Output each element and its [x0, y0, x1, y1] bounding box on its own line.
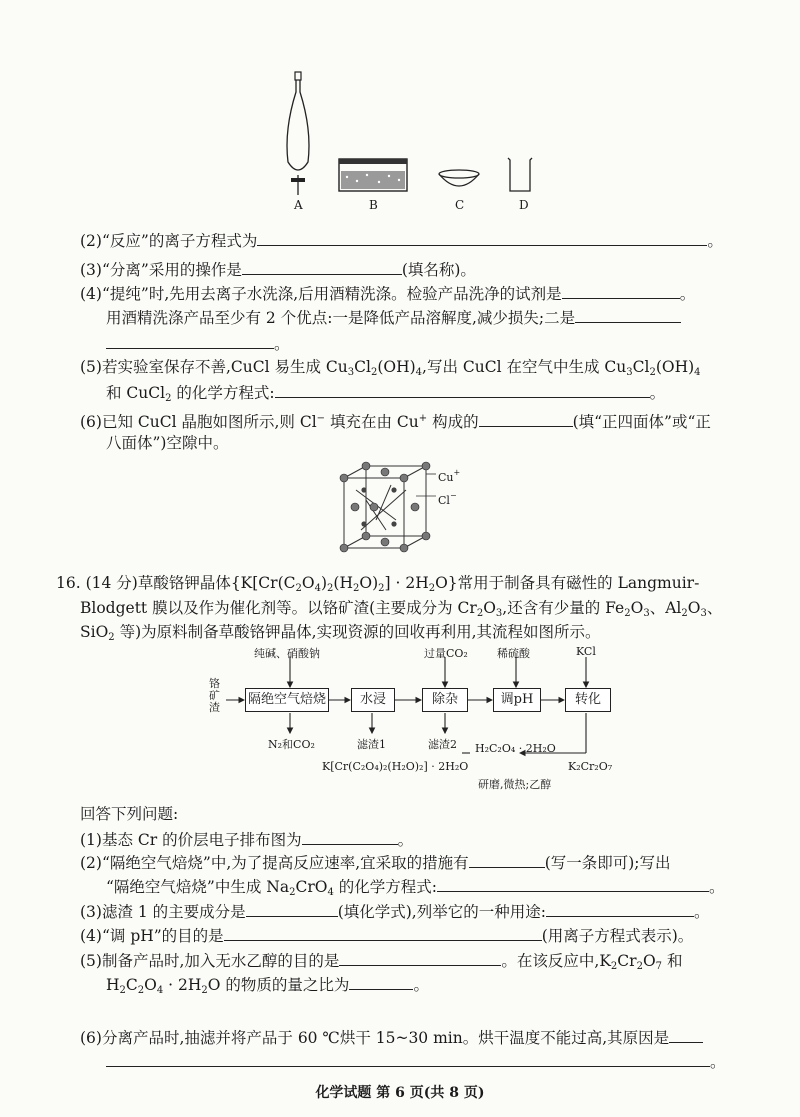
- q16-sub-3: (3)滤渣 1 的主要成分是 (填化学式),列举它的一种用途: 。: [80, 900, 709, 923]
- answer-blank[interactable]: [339, 949, 501, 966]
- flow-input-soda: 纯碱、硝酸钠: [254, 647, 320, 660]
- answer-blank[interactable]: [575, 306, 681, 323]
- answer-blank[interactable]: [546, 900, 694, 917]
- answer-blank[interactable]: [224, 924, 542, 941]
- q15-item-4: (4)“提纯”时,先用去离子水洗涤,后用酒精洗涤。检验产品洗净的试剂是 。: [80, 282, 695, 305]
- answer-blank[interactable]: [106, 1050, 710, 1067]
- flow-output-residue-2: 滤渣2: [428, 738, 457, 751]
- q16-sub-1: (1)基态 Cr 的价层电子排布图为 。: [80, 828, 413, 851]
- beaker-icon: [505, 155, 535, 195]
- q15-item-2: (2)“反应”的离子方程式为 。: [80, 229, 723, 252]
- answer-blank[interactable]: [469, 851, 545, 868]
- apparatus-label-b: B: [369, 198, 378, 212]
- answer-blank[interactable]: [479, 410, 573, 427]
- q15-item-6: (6)已知 CuCl 晶胞如图所示,则 Cl− 填充在由 Cu+ 构成的 (填“正四面体”或“正: [80, 408, 711, 433]
- flow-input-co2: 过量CO₂: [424, 647, 468, 660]
- flow-product: K[Cr(C₂O₄)₂(H₂O)₂] · 2H₂O: [322, 760, 469, 773]
- q15-item-6-line2: 八面体”)空隙中。: [106, 434, 229, 452]
- answer-blank[interactable]: [562, 282, 680, 299]
- answer-blank[interactable]: [275, 381, 650, 398]
- flow-feed-label: 铬矿渣: [209, 677, 220, 714]
- apparatus-label-d: D: [519, 198, 529, 212]
- cu-ion-label: Cu+: [438, 468, 461, 484]
- flow-reagent-bottom: 研磨,微热;乙醇: [478, 778, 552, 791]
- q15-item-5: (5)若实验室保存不善,CuCl 易生成 $Cu_3Cl_2(OH)_4$,写出 CuCl 在空气中生成 $Cu_3Cl_2(OH)_4$: [80, 358, 701, 378]
- water-bath-tray-icon: [337, 155, 409, 195]
- cl-ion-label: Cl−: [438, 491, 457, 507]
- answer-blank[interactable]: [302, 828, 398, 845]
- q16-sub-5-line2: $H_2C_2O_4 \cdot 2H_2O$ 的物质的量之比为 。: [106, 973, 429, 1002]
- separatory-funnel-icon: [278, 70, 318, 200]
- apparatus-label-a: A: [294, 198, 303, 212]
- apparatus-label-c: C: [455, 198, 465, 212]
- answer-blank[interactable]: [106, 332, 274, 349]
- flow-input-kcl: KCl: [576, 645, 596, 658]
- answer-blank[interactable]: [349, 973, 413, 990]
- q15-item-3: (3)“分离”采用的操作是 (填名称)。: [80, 258, 476, 281]
- q15-item-4-line2: 用酒精洗涤产品至少有 2 个优点:一是降低产品溶解度,减少损失;二是: [106, 306, 681, 329]
- flow-box-water-leach: 水浸: [351, 688, 395, 712]
- q15-item-4-line3: 。: [106, 332, 290, 355]
- flow-box-purify: 除杂: [422, 688, 468, 712]
- q16-intro: 回答下列问题:: [80, 805, 179, 823]
- flow-k2cr2o7: K₂Cr₂O₇: [568, 760, 613, 773]
- flow-box-roasting: 隔绝空气焙烧: [245, 688, 329, 712]
- q16-header-line3: SiO$_2$ 等)为原料制备草酸铬钾晶体,实现资源的回收再利用,其流程如图所示。: [80, 623, 601, 643]
- flow-box-convert: 转化: [565, 688, 611, 712]
- q16-sub-4: (4)“调 pH”的目的是 (用离子方程式表示)。: [80, 924, 693, 947]
- answer-blank[interactable]: [437, 875, 709, 892]
- flow-output-gases: N₂和CO₂: [268, 738, 315, 751]
- answer-blank[interactable]: [669, 1026, 703, 1043]
- answer-blank[interactable]: [242, 258, 402, 275]
- flow-output-residue-1: 滤渣1: [357, 738, 386, 751]
- answer-blank[interactable]: [257, 229, 707, 246]
- flow-reagent-top: H₂C₂O₄ · 2H₂O: [475, 742, 556, 755]
- q16-sub-6-line2: 。: [106, 1050, 726, 1073]
- evaporating-dish-icon: [437, 168, 481, 194]
- q16-sub-2-line2: “隔绝空气焙烧”中生成 $Na_2CrO_4$ 的化学方程式: 。: [106, 875, 725, 904]
- q16-header-line2: Blodgett 膜以及作为催化剂等。以铬矿渣(主要成分为 $Cr_2O_3$,还含有少量的 $Fe_2O_3$、$Al_2O_3$、: [80, 599, 723, 619]
- q16-sub-2: (2)“隔绝空气焙烧”中,为了提高反应速率,宜采取的措施有 (写一条即可);写出: [80, 851, 671, 874]
- q16-header: 16. (14 分)草酸铬钾晶体$\{K[Cr(C_2O_4)_2(H_2O)_2] \cdot 2H_2O\}$常用于制备具有磁性的 Langmuir-: [56, 574, 700, 594]
- q16-sub-6: (6)分离产品时,抽滤并将产品于 60 ℃烘干 15~30 min。烘干温度不能过高,其原因是: [80, 1026, 703, 1049]
- q15-item-5-line2: 和 CuCl$_2$ 的化学方程式: 。: [106, 381, 665, 410]
- answer-blank[interactable]: [246, 900, 338, 917]
- q16-sub-5: (5)制备产品时,加入无水乙醇的目的是 。在该反应中$,K_2Cr_2O_7$ 和: [80, 949, 682, 978]
- flow-input-acid: 稀硫酸: [497, 647, 530, 660]
- page-footer: 化学试题 第 6 页(共 8 页): [315, 1085, 485, 1101]
- flow-box-adjust-ph: 调pH: [493, 688, 541, 712]
